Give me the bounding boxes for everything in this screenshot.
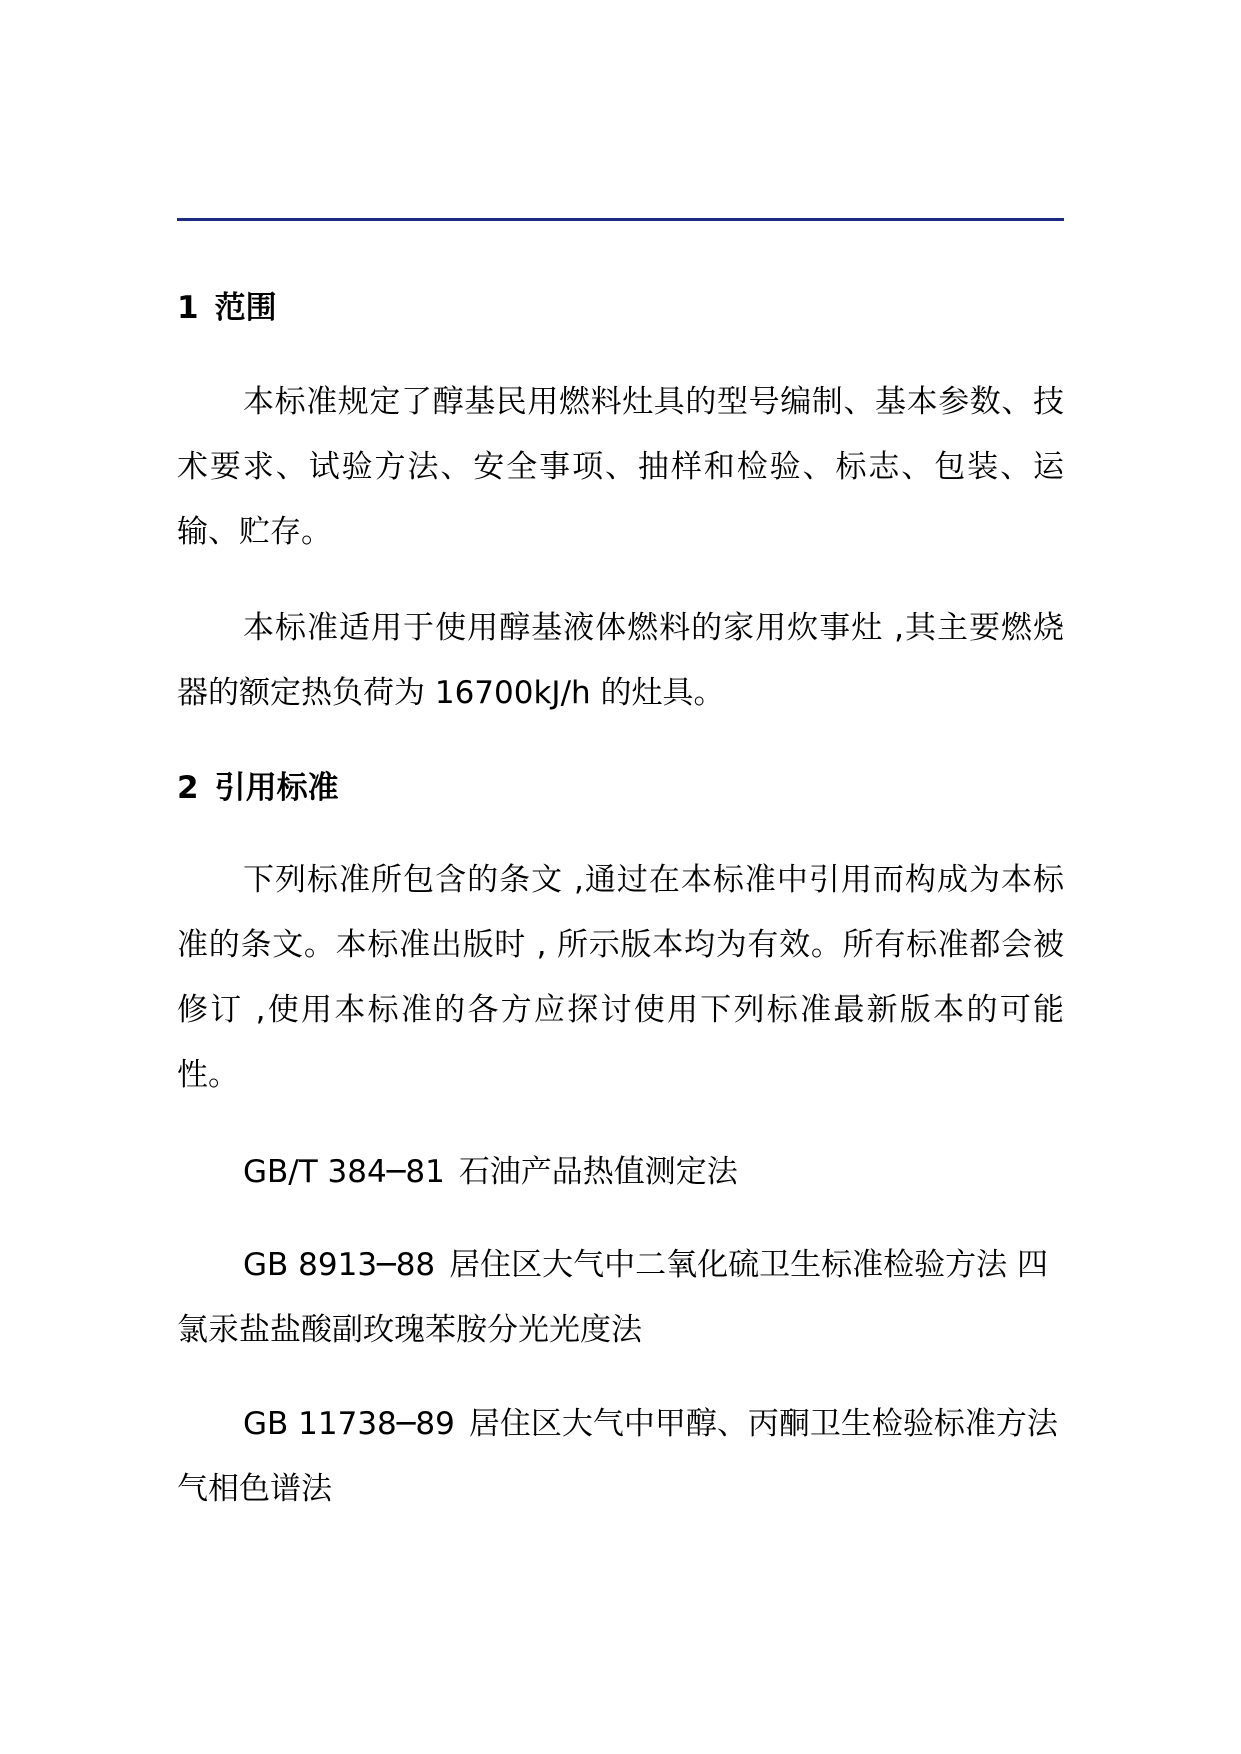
reference-item	[177, 1233, 1064, 1363]
reference-title: 居住区大气中二氧化硫卫生标准检验方法 四氯汞盐盐酸副玫瑰苯胺分光光度法	[177, 1247, 1049, 1348]
header-rule	[177, 218, 1064, 221]
section-2-heading	[177, 768, 339, 808]
reference-title: 石油产品热值测定法	[458, 1154, 738, 1190]
section-1-paragraph-1: 本标准规定了醇基民用燃料灶具的型号编制、基本参数、技术要求、试验方法、安全事项、抽样和检验、标志、包装、运输、贮存。	[177, 384, 1064, 550]
section-1-number: 1	[177, 290, 199, 326]
reference-code: GB 8913─88	[243, 1247, 436, 1283]
section-1-title: 范围	[214, 290, 277, 326]
reference-item	[177, 1392, 1064, 1522]
section-1-paragraph-2: 本标准适用于使用醇基液体燃料的家用炊事灶 ,其主要燃烧器的额定热负荷为 16700kJ/h 的灶具。	[177, 610, 1064, 711]
reference-item	[177, 1140, 1064, 1205]
section-1-heading	[177, 288, 277, 328]
section-2-paragraph-1: 下列标准所包含的条文 ,通过在本标准中引用而构成为本标准的条文。本标准出版时 , 所示版本均为有效。所有标准都会被修订 ,使用本标准的各方应探讨使用下列标准最新版本的可能性。	[177, 862, 1064, 1093]
section-2-title: 引用标准	[214, 770, 339, 806]
reference-code: GB/T 384─81	[243, 1154, 445, 1190]
reference-title: 居住区大气中甲醇、丙酮卫生检验标准方法 气相色谱法	[177, 1406, 1058, 1507]
reference-code: GB 11738─89	[243, 1406, 455, 1442]
section-2-number: 2	[177, 770, 199, 806]
